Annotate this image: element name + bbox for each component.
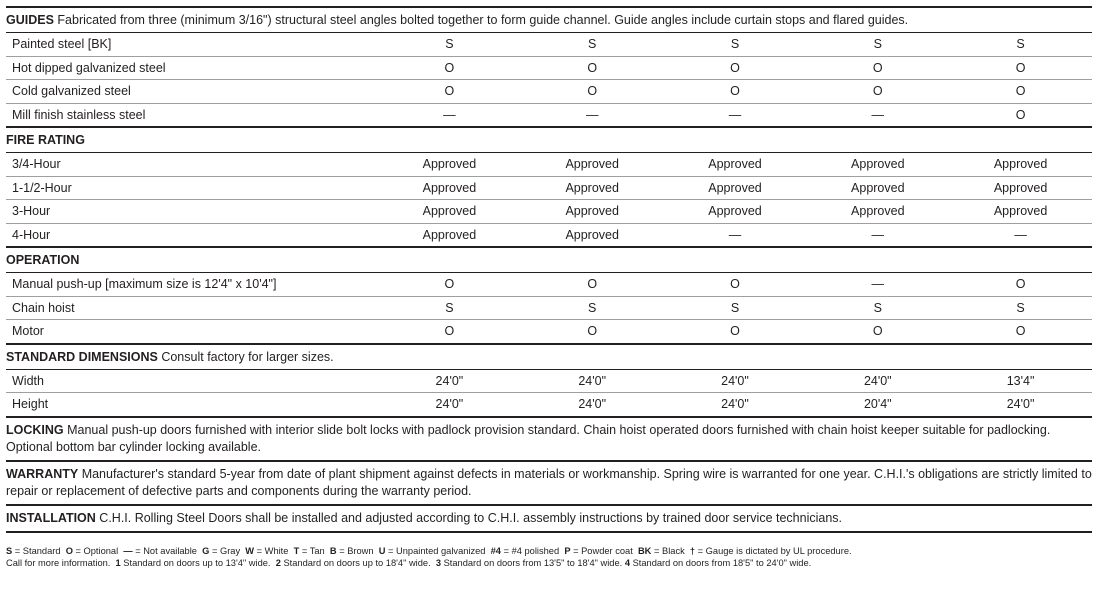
legend-text: = Black bbox=[651, 545, 690, 556]
legend bbox=[6, 545, 1092, 570]
installation-section bbox=[6, 506, 1092, 533]
table-cell: O bbox=[444, 277, 455, 291]
table-cell: O bbox=[1015, 324, 1026, 338]
operation-heading: OPERATION bbox=[6, 253, 80, 267]
table-cell: S bbox=[588, 37, 597, 51]
table-cell: Approved bbox=[708, 157, 762, 171]
warranty-text: Manufacturer's standard 5-year from date of plant shipment against defects in materials or workmanship. Spring wire is warranted for one year. C.H.I.'s obligations are strictly limited to repair or replacement of defective parts and components during the warranty period. bbox=[6, 466, 1092, 498]
table-cell: O bbox=[587, 324, 598, 338]
dimension-row bbox=[6, 393, 1092, 418]
warranty-section bbox=[6, 462, 1092, 506]
table-cell: S bbox=[588, 300, 597, 315]
fire-rating-table bbox=[6, 153, 1092, 248]
dimension-row bbox=[6, 370, 1092, 394]
table-cell: O bbox=[730, 324, 740, 338]
operation-row bbox=[6, 320, 1092, 345]
fire-rating-row bbox=[6, 153, 1092, 177]
row-label: 1-1/2-Hour bbox=[12, 180, 72, 195]
table-cell: O bbox=[1015, 84, 1026, 98]
operation-row bbox=[6, 297, 1092, 321]
dimensions-description: Consult factory for larger sizes. bbox=[157, 349, 334, 364]
table-cell: Approved bbox=[565, 180, 619, 195]
operation-row bbox=[6, 273, 1092, 297]
fire-rating-row bbox=[6, 200, 1092, 224]
row-label: 3-Hour bbox=[12, 204, 51, 218]
locking-section bbox=[6, 418, 1092, 462]
table-cell: 20'4" bbox=[863, 397, 892, 411]
table-cell: O bbox=[1015, 107, 1026, 122]
row-label: 3/4-Hour bbox=[12, 157, 61, 171]
fire-rating-heading: FIRE RATING bbox=[6, 133, 85, 147]
row-label: Cold galvanized steel bbox=[12, 84, 131, 98]
legend-text: = Not available bbox=[132, 545, 203, 556]
table-cell: S bbox=[730, 37, 740, 51]
table-cell: Approved bbox=[708, 204, 762, 218]
table-cell: 24'0" bbox=[721, 397, 749, 411]
legend-text: = Gauge is dictated by UL procedure. bbox=[695, 545, 852, 556]
table-cell: S bbox=[1016, 37, 1025, 51]
guides-description: Fabricated from three (minimum 3/16") structural steel angles bolted together to form guide channel. Guide angles include curtain stops and flared guides. bbox=[53, 13, 909, 27]
table-cell: 24'0" bbox=[863, 373, 892, 388]
fire-rating-row bbox=[6, 177, 1092, 201]
table-cell: O bbox=[587, 277, 598, 291]
legend-key: T bbox=[293, 545, 300, 556]
legend-text: = #4 polished bbox=[500, 545, 565, 556]
guides-row bbox=[6, 57, 1092, 81]
table-cell: — bbox=[871, 227, 885, 242]
guides-table bbox=[6, 33, 1092, 128]
table-cell: 24'0" bbox=[578, 373, 607, 388]
table-cell: O bbox=[587, 60, 598, 75]
legend-text: = Unpainted galvanized bbox=[385, 545, 491, 556]
legend-key: S bbox=[6, 545, 13, 556]
guides-row bbox=[6, 33, 1092, 57]
warranty-heading: WARRANTY bbox=[6, 466, 79, 481]
table-cell: — bbox=[871, 107, 885, 122]
table-cell: Approved bbox=[565, 157, 619, 171]
table-cell: O bbox=[730, 84, 740, 98]
legend-text: Standard on doors up to 13'4" wide. bbox=[120, 558, 276, 568]
table-cell: O bbox=[444, 324, 455, 338]
guides-heading: GUIDES bbox=[6, 13, 54, 27]
table-cell: 24'0" bbox=[578, 397, 607, 411]
legend-text: = Optional bbox=[72, 545, 124, 556]
legend-key: #4 bbox=[490, 545, 501, 556]
table-cell: O bbox=[872, 324, 883, 338]
locking-heading: LOCKING bbox=[6, 422, 64, 437]
table-cell: 24'0" bbox=[1006, 397, 1035, 411]
table-cell: S bbox=[873, 300, 882, 315]
installation-heading: INSTALLATION bbox=[6, 510, 96, 525]
row-label: Height bbox=[12, 397, 49, 411]
table-cell: O bbox=[872, 84, 883, 98]
row-label: Painted steel [BK] bbox=[12, 37, 112, 51]
table-cell: O bbox=[730, 277, 740, 291]
table-cell: Approved bbox=[993, 204, 1048, 218]
operation-heading-row bbox=[6, 248, 1092, 273]
fire-rating-row bbox=[6, 224, 1092, 249]
legend-line-1 bbox=[6, 545, 1092, 558]
legend-line-2 bbox=[6, 557, 1092, 570]
row-label: Width bbox=[12, 373, 44, 388]
table-cell: — bbox=[1014, 227, 1027, 242]
table-cell: 13'4" bbox=[1006, 373, 1035, 388]
legend-key: 2 bbox=[275, 558, 281, 568]
table-cell: O bbox=[1015, 60, 1026, 75]
legend-key: † bbox=[689, 545, 696, 556]
legend-key: P bbox=[564, 545, 571, 556]
cut-off-header bbox=[6, 0, 1092, 8]
legend-text: = Brown bbox=[336, 545, 379, 556]
table-cell: Approved bbox=[708, 180, 762, 195]
installation-text: C.H.I. Rolling Steel Doors shall be installed and adjusted according to C.H.I. assembly instructions by trained door service technicians. bbox=[95, 510, 843, 525]
table-cell: Approved bbox=[422, 180, 477, 195]
legend-text: Standard on doors from 13'5" to 18'4" wide. bbox=[441, 558, 625, 568]
row-label: 4-Hour bbox=[12, 227, 51, 242]
fire-rating-heading-row bbox=[6, 128, 1092, 153]
legend-text: = Tan bbox=[299, 545, 330, 556]
operation-table bbox=[6, 273, 1092, 345]
guides-heading-row bbox=[6, 8, 1092, 33]
table-cell: Approved bbox=[851, 204, 905, 218]
dimensions-table bbox=[6, 370, 1092, 418]
table-cell: — bbox=[728, 107, 742, 122]
legend-text: = Gray bbox=[209, 545, 246, 556]
table-cell: S bbox=[873, 37, 882, 51]
table-cell: O bbox=[444, 84, 455, 98]
guides-row bbox=[6, 80, 1092, 104]
dimensions-heading-row bbox=[6, 345, 1092, 370]
legend-key: — bbox=[123, 545, 133, 556]
legend-key: 1 bbox=[115, 558, 121, 568]
legend-text: = White bbox=[254, 545, 294, 556]
table-cell: — bbox=[871, 277, 885, 291]
legend-text: Standard on doors from 18'5" to 24'0" wide. bbox=[629, 558, 812, 568]
row-label: Chain hoist bbox=[12, 300, 75, 315]
table-cell: O bbox=[444, 60, 455, 75]
row-label: Hot dipped galvanized steel bbox=[12, 60, 166, 75]
table-cell: 24'0" bbox=[435, 397, 464, 411]
table-cell: Approved bbox=[851, 180, 905, 195]
row-label: Mill finish stainless steel bbox=[12, 107, 146, 122]
legend-text: = Standard bbox=[12, 545, 66, 556]
table-cell: O bbox=[872, 60, 883, 75]
table-cell: S bbox=[730, 300, 740, 315]
legend-key: W bbox=[245, 545, 255, 556]
spec-sheet bbox=[6, 0, 1092, 570]
table-cell: 24'0" bbox=[721, 373, 749, 388]
guides-row bbox=[6, 104, 1092, 129]
legend-key: U bbox=[378, 545, 386, 556]
row-label: Motor bbox=[12, 324, 44, 338]
locking-text: Manual push-up doors furnished with interior slide bolt locks with padlock provision standard. Chain hoist operated doors furnished with chain hoist keeper suitable for padlocking. Optional bottom bar cylinder locking available. bbox=[6, 422, 1051, 454]
legend-key: O bbox=[65, 545, 73, 556]
legend-key: G bbox=[202, 545, 210, 556]
table-cell: O bbox=[1015, 277, 1026, 291]
table-cell: — bbox=[728, 227, 742, 242]
table-cell: Approved bbox=[851, 157, 905, 171]
table-cell: Approved bbox=[993, 180, 1048, 195]
legend-text: Call for more information. bbox=[6, 558, 116, 568]
legend-text: = Powder coat bbox=[570, 545, 638, 556]
table-cell: — bbox=[585, 107, 599, 122]
table-cell: S bbox=[445, 37, 454, 51]
table-cell: — bbox=[443, 107, 456, 122]
table-cell: S bbox=[1016, 300, 1025, 315]
table-cell: Approved bbox=[422, 157, 477, 171]
table-cell: O bbox=[730, 60, 740, 75]
legend-text: Standard on doors up to 18'4" wide. bbox=[280, 558, 436, 568]
table-cell: Approved bbox=[565, 204, 619, 218]
row-label: Manual push-up [maximum size is 12'4" x 10'4"] bbox=[12, 277, 277, 291]
legend-key: B bbox=[329, 545, 337, 556]
legend-key: 3 bbox=[435, 558, 441, 568]
table-cell: 24'0" bbox=[435, 373, 464, 388]
legend-key: BK bbox=[637, 545, 652, 556]
table-cell: Approved bbox=[422, 227, 477, 242]
table-cell: Approved bbox=[422, 204, 477, 218]
table-cell: S bbox=[445, 300, 454, 315]
table-cell: Approved bbox=[993, 157, 1048, 171]
dimensions-heading: STANDARD DIMENSIONS bbox=[6, 349, 158, 364]
legend-key: 4 bbox=[624, 558, 630, 568]
table-cell: O bbox=[587, 84, 598, 98]
table-cell: Approved bbox=[565, 227, 619, 242]
